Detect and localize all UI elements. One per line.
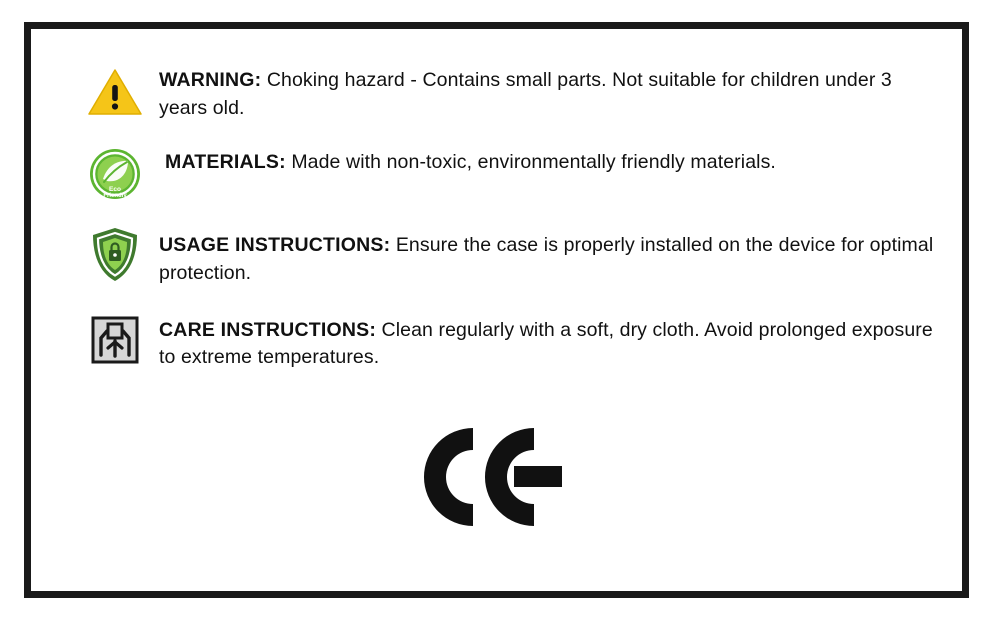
notice-body: Clean regularly with a soft, dry cloth. Avoid prolonged exposure to extreme temperatures.: [159, 318, 933, 369]
notice-body: Choking hazard - Contains small parts. Not suitable for children under 3 years old.: [159, 69, 892, 119]
notice-body: Made with non-toxic, environmentally friendly materials.: [285, 151, 776, 174]
notice-lead: MATERIALS:: [165, 151, 286, 174]
warning-triangle-icon: [85, 63, 145, 121]
notice-body: Ensure the case is properly installed on the device for optimal protection.: [159, 234, 934, 285]
notice-text: [159, 226, 936, 287]
ce-mark: [411, 416, 581, 538]
notice-lead: CARE INSTRUCTIONS:: [159, 318, 377, 341]
certification-zone: [85, 372, 936, 581]
handle-with-care-icon: [85, 311, 145, 369]
shield-protection-icon: [85, 226, 145, 284]
label-frame: [24, 22, 969, 598]
eco-friendly-leaf-icon: [85, 145, 145, 203]
svg-text:Friendly: Friendly: [103, 193, 127, 200]
svg-text:Eco: Eco: [109, 186, 121, 194]
notice-text: [159, 145, 776, 177]
notice-lead: WARNING:: [159, 69, 262, 91]
notice-text: [159, 63, 936, 122]
notice-text: [159, 311, 936, 372]
notice-row: [85, 226, 936, 287]
notice-row: [85, 145, 936, 203]
notice-row: [85, 311, 936, 372]
notice-list: [85, 63, 936, 372]
notice-lead: USAGE INSTRUCTIONS:: [159, 234, 391, 257]
notice-row: [85, 63, 936, 122]
